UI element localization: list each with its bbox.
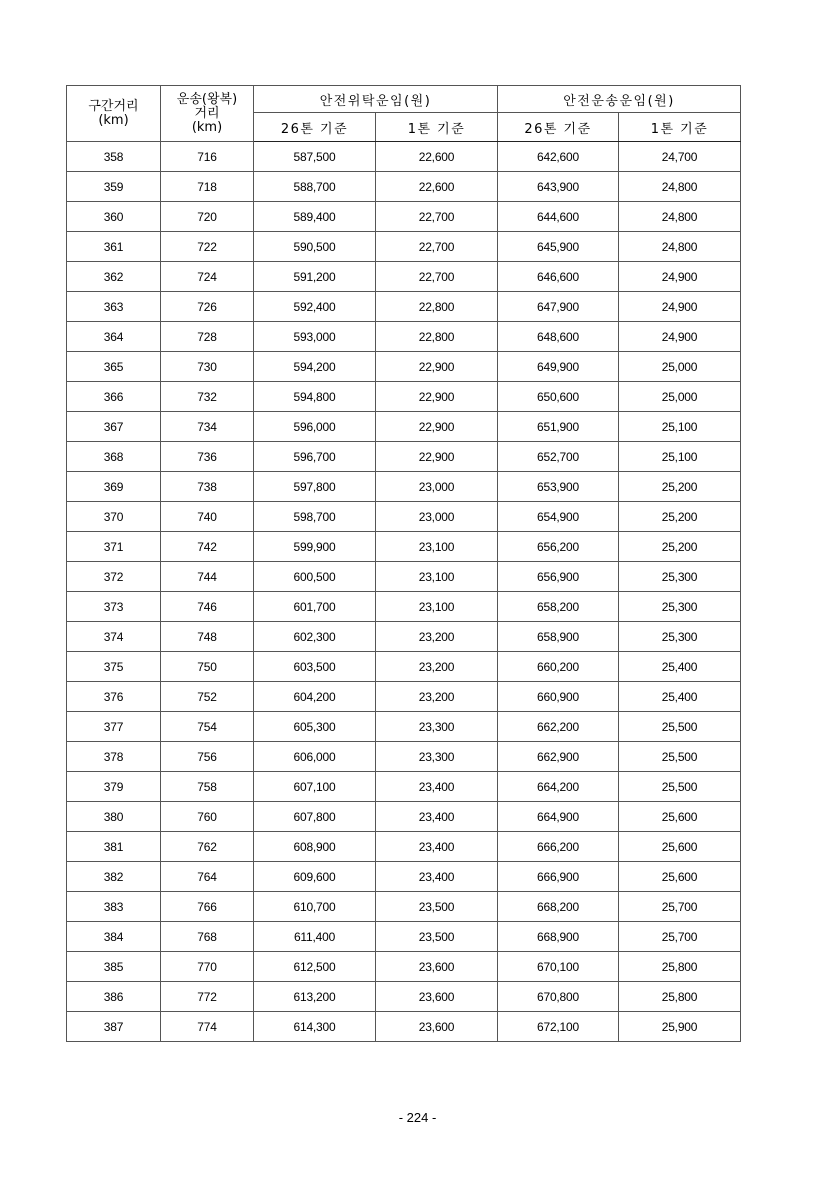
table-body [67, 142, 741, 1042]
cell-transport-26t: 658,200 [498, 592, 619, 622]
cell-consign-26t: 600,500 [254, 562, 376, 592]
cell-consign-1t: 23,400 [376, 772, 498, 802]
cell-transport-26t: 668,200 [498, 892, 619, 922]
cell-consign-1t: 23,500 [376, 922, 498, 952]
cell-transport-distance: 768 [161, 922, 254, 952]
cell-transport-26t: 666,900 [498, 862, 619, 892]
cell-transport-1t: 25,200 [619, 532, 741, 562]
cell-section-distance: 378 [67, 742, 161, 772]
cell-consign-1t: 23,100 [376, 532, 498, 562]
cell-section-distance: 372 [67, 562, 161, 592]
cell-consign-26t: 592,400 [254, 292, 376, 322]
cell-consign-26t: 593,000 [254, 322, 376, 352]
cell-transport-distance: 774 [161, 1012, 254, 1042]
cell-section-distance: 365 [67, 352, 161, 382]
cell-section-distance: 368 [67, 442, 161, 472]
cell-transport-distance: 726 [161, 292, 254, 322]
cell-section-distance: 375 [67, 652, 161, 682]
table-row [67, 292, 741, 322]
cell-transport-1t: 25,400 [619, 652, 741, 682]
cell-consign-26t: 609,600 [254, 862, 376, 892]
cell-transport-1t: 25,000 [619, 382, 741, 412]
header-consign-26t: 26톤 기준 [254, 113, 376, 142]
header-section-distance-unit: (km) [98, 112, 129, 128]
table-row [67, 472, 741, 502]
cell-consign-1t: 22,600 [376, 172, 498, 202]
cell-section-distance: 366 [67, 382, 161, 412]
cell-transport-1t: 25,900 [619, 1012, 741, 1042]
cell-transport-26t: 649,900 [498, 352, 619, 382]
cell-consign-26t: 589,400 [254, 202, 376, 232]
cell-transport-26t: 660,900 [498, 682, 619, 712]
cell-transport-distance: 736 [161, 442, 254, 472]
cell-consign-1t: 23,000 [376, 502, 498, 532]
header-section-distance [67, 86, 161, 142]
cell-transport-1t: 25,000 [619, 352, 741, 382]
cell-consign-1t: 23,300 [376, 712, 498, 742]
cell-consign-26t: 590,500 [254, 232, 376, 262]
cell-transport-26t: 650,600 [498, 382, 619, 412]
cell-consign-1t: 23,200 [376, 652, 498, 682]
cell-transport-1t: 24,800 [619, 202, 741, 232]
cell-consign-1t: 22,700 [376, 262, 498, 292]
cell-transport-26t: 653,900 [498, 472, 619, 502]
table-header [67, 86, 741, 142]
cell-transport-distance: 750 [161, 652, 254, 682]
cell-transport-distance: 772 [161, 982, 254, 1012]
table-row [67, 412, 741, 442]
cell-section-distance: 377 [67, 712, 161, 742]
cell-transport-distance: 762 [161, 832, 254, 862]
cell-transport-26t: 662,200 [498, 712, 619, 742]
cell-transport-26t: 644,600 [498, 202, 619, 232]
table-row [67, 532, 741, 562]
cell-consign-26t: 612,500 [254, 952, 376, 982]
table-row [67, 142, 741, 172]
cell-transport-26t: 646,600 [498, 262, 619, 292]
header-safe-transport-fare: 안전운송운임(원) [498, 86, 741, 113]
cell-section-distance: 360 [67, 202, 161, 232]
cell-transport-distance: 740 [161, 502, 254, 532]
cell-section-distance: 382 [67, 862, 161, 892]
cell-consign-1t: 23,400 [376, 802, 498, 832]
cell-section-distance: 363 [67, 292, 161, 322]
cell-transport-26t: 654,900 [498, 502, 619, 532]
cell-consign-1t: 22,800 [376, 322, 498, 352]
cell-consign-26t: 598,700 [254, 502, 376, 532]
cell-consign-26t: 591,200 [254, 262, 376, 292]
table-row [67, 202, 741, 232]
cell-consign-26t: 611,400 [254, 922, 376, 952]
cell-transport-26t: 666,200 [498, 832, 619, 862]
cell-transport-1t: 25,200 [619, 472, 741, 502]
cell-consign-1t: 23,200 [376, 682, 498, 712]
cell-transport-26t: 668,900 [498, 922, 619, 952]
header-transport-distance [161, 86, 254, 142]
cell-consign-1t: 22,700 [376, 232, 498, 262]
cell-consign-1t: 23,600 [376, 952, 498, 982]
cell-transport-distance: 752 [161, 682, 254, 712]
cell-transport-distance: 716 [161, 142, 254, 172]
cell-transport-26t: 670,100 [498, 952, 619, 982]
cell-consign-26t: 608,900 [254, 832, 376, 862]
cell-transport-distance: 742 [161, 532, 254, 562]
table-row [67, 352, 741, 382]
cell-transport-distance: 722 [161, 232, 254, 262]
cell-section-distance: 384 [67, 922, 161, 952]
cell-transport-26t: 656,200 [498, 532, 619, 562]
table-row [67, 952, 741, 982]
cell-consign-26t: 597,800 [254, 472, 376, 502]
cell-consign-26t: 596,700 [254, 442, 376, 472]
cell-transport-26t: 648,600 [498, 322, 619, 352]
cell-transport-1t: 25,600 [619, 862, 741, 892]
table-row [67, 502, 741, 532]
cell-consign-26t: 607,100 [254, 772, 376, 802]
cell-section-distance: 374 [67, 622, 161, 652]
cell-section-distance: 386 [67, 982, 161, 1012]
table-row [67, 562, 741, 592]
cell-section-distance: 369 [67, 472, 161, 502]
cell-consign-1t: 22,900 [376, 382, 498, 412]
cell-consign-26t: 588,700 [254, 172, 376, 202]
cell-section-distance: 376 [67, 682, 161, 712]
cell-transport-distance: 728 [161, 322, 254, 352]
cell-transport-distance: 734 [161, 412, 254, 442]
cell-section-distance: 361 [67, 232, 161, 262]
cell-transport-26t: 658,900 [498, 622, 619, 652]
cell-transport-1t: 25,300 [619, 562, 741, 592]
cell-consign-26t: 610,700 [254, 892, 376, 922]
cell-transport-distance: 756 [161, 742, 254, 772]
cell-transport-26t: 642,600 [498, 142, 619, 172]
table-row [67, 652, 741, 682]
table-row [67, 262, 741, 292]
cell-transport-distance: 746 [161, 592, 254, 622]
cell-transport-1t: 25,100 [619, 412, 741, 442]
cell-consign-26t: 603,500 [254, 652, 376, 682]
cell-section-distance: 364 [67, 322, 161, 352]
cell-transport-1t: 25,700 [619, 922, 741, 952]
cell-transport-1t: 25,500 [619, 772, 741, 802]
header-transport-line1: 운송(왕복) [176, 91, 238, 107]
cell-transport-1t: 24,900 [619, 322, 741, 352]
cell-transport-distance: 744 [161, 562, 254, 592]
cell-consign-1t: 23,100 [376, 592, 498, 622]
cell-transport-1t: 25,400 [619, 682, 741, 712]
cell-consign-26t: 613,200 [254, 982, 376, 1012]
cell-consign-1t: 22,900 [376, 412, 498, 442]
cell-transport-26t: 647,900 [498, 292, 619, 322]
cell-transport-26t: 662,900 [498, 742, 619, 772]
header-transport-line2: 거리 [194, 105, 220, 121]
table-row [67, 682, 741, 712]
cell-transport-26t: 652,700 [498, 442, 619, 472]
cell-consign-26t: 607,800 [254, 802, 376, 832]
header-transport-1t: 1톤 기준 [619, 113, 741, 142]
cell-consign-1t: 22,900 [376, 442, 498, 472]
cell-transport-distance: 732 [161, 382, 254, 412]
cell-consign-1t: 23,100 [376, 562, 498, 592]
cell-transport-1t: 25,700 [619, 892, 741, 922]
cell-transport-distance: 748 [161, 622, 254, 652]
cell-consign-26t: 602,300 [254, 622, 376, 652]
cell-transport-1t: 25,300 [619, 622, 741, 652]
cell-consign-26t: 594,800 [254, 382, 376, 412]
header-transport-26t: 26톤 기준 [498, 113, 619, 142]
cell-transport-1t: 25,200 [619, 502, 741, 532]
table-row [67, 982, 741, 1012]
table-row [67, 772, 741, 802]
cell-section-distance: 373 [67, 592, 161, 622]
cell-transport-1t: 25,500 [619, 712, 741, 742]
cell-section-distance: 380 [67, 802, 161, 832]
table-row [67, 1012, 741, 1042]
cell-consign-26t: 614,300 [254, 1012, 376, 1042]
table-row [67, 892, 741, 922]
table-row [67, 742, 741, 772]
cell-consign-26t: 594,200 [254, 352, 376, 382]
table-row [67, 322, 741, 352]
cell-transport-1t: 24,900 [619, 262, 741, 292]
table-row [67, 442, 741, 472]
cell-consign-1t: 23,300 [376, 742, 498, 772]
cell-consign-1t: 23,400 [376, 832, 498, 862]
cell-section-distance: 383 [67, 892, 161, 922]
header-transport-unit: (km) [191, 119, 223, 135]
cell-section-distance: 387 [67, 1012, 161, 1042]
cell-transport-26t: 672,100 [498, 1012, 619, 1042]
cell-transport-1t: 24,800 [619, 172, 741, 202]
cell-transport-1t: 25,500 [619, 742, 741, 772]
cell-transport-1t: 25,800 [619, 952, 741, 982]
table-row [67, 172, 741, 202]
cell-section-distance: 371 [67, 532, 161, 562]
cell-transport-distance: 738 [161, 472, 254, 502]
table-row [67, 232, 741, 262]
cell-transport-distance: 758 [161, 772, 254, 802]
table-row [67, 622, 741, 652]
table-row [67, 832, 741, 862]
cell-transport-26t: 651,900 [498, 412, 619, 442]
cell-consign-1t: 23,200 [376, 622, 498, 652]
cell-transport-26t: 664,900 [498, 802, 619, 832]
cell-transport-1t: 25,600 [619, 832, 741, 862]
cell-transport-1t: 24,700 [619, 142, 741, 172]
cell-transport-distance: 718 [161, 172, 254, 202]
cell-consign-1t: 23,000 [376, 472, 498, 502]
header-safe-consign-fare: 안전위탁운임(원) [254, 86, 498, 113]
cell-consign-1t: 23,600 [376, 1012, 498, 1042]
cell-consign-1t: 22,800 [376, 292, 498, 322]
cell-section-distance: 362 [67, 262, 161, 292]
cell-transport-distance: 766 [161, 892, 254, 922]
page-number: - 224 - [398, 1110, 437, 1125]
cell-transport-1t: 25,600 [619, 802, 741, 832]
cell-transport-1t: 24,900 [619, 292, 741, 322]
cell-transport-distance: 724 [161, 262, 254, 292]
cell-transport-1t: 25,300 [619, 592, 741, 622]
cell-section-distance: 381 [67, 832, 161, 862]
cell-transport-26t: 660,200 [498, 652, 619, 682]
cell-section-distance: 385 [67, 952, 161, 982]
fare-table [66, 85, 741, 1042]
cell-section-distance: 379 [67, 772, 161, 802]
header-section-distance-label: 구간거리 [88, 98, 139, 114]
cell-consign-26t: 604,200 [254, 682, 376, 712]
cell-transport-26t: 664,200 [498, 772, 619, 802]
cell-transport-distance: 770 [161, 952, 254, 982]
cell-consign-26t: 605,300 [254, 712, 376, 742]
cell-consign-26t: 606,000 [254, 742, 376, 772]
table-row [67, 712, 741, 742]
cell-transport-1t: 24,800 [619, 232, 741, 262]
cell-transport-1t: 25,800 [619, 982, 741, 1012]
cell-consign-26t: 599,900 [254, 532, 376, 562]
cell-transport-26t: 645,900 [498, 232, 619, 262]
cell-transport-26t: 656,900 [498, 562, 619, 592]
cell-transport-distance: 760 [161, 802, 254, 832]
table-row [67, 922, 741, 952]
cell-consign-1t: 22,600 [376, 142, 498, 172]
cell-consign-1t: 23,600 [376, 982, 498, 1012]
cell-transport-distance: 764 [161, 862, 254, 892]
table-row [67, 382, 741, 412]
cell-section-distance: 359 [67, 172, 161, 202]
cell-section-distance: 358 [67, 142, 161, 172]
cell-consign-26t: 587,500 [254, 142, 376, 172]
cell-section-distance: 367 [67, 412, 161, 442]
cell-transport-distance: 754 [161, 712, 254, 742]
cell-transport-distance: 730 [161, 352, 254, 382]
cell-consign-1t: 22,700 [376, 202, 498, 232]
cell-consign-1t: 23,400 [376, 862, 498, 892]
cell-transport-26t: 643,900 [498, 172, 619, 202]
cell-section-distance: 370 [67, 502, 161, 532]
cell-consign-26t: 596,000 [254, 412, 376, 442]
table-row [67, 592, 741, 622]
cell-consign-1t: 22,900 [376, 352, 498, 382]
cell-consign-1t: 23,500 [376, 892, 498, 922]
header-consign-1t: 1톤 기준 [376, 113, 498, 142]
cell-transport-26t: 670,800 [498, 982, 619, 1012]
table-row [67, 802, 741, 832]
cell-transport-1t: 25,100 [619, 442, 741, 472]
cell-consign-26t: 601,700 [254, 592, 376, 622]
table-row [67, 862, 741, 892]
cell-transport-distance: 720 [161, 202, 254, 232]
